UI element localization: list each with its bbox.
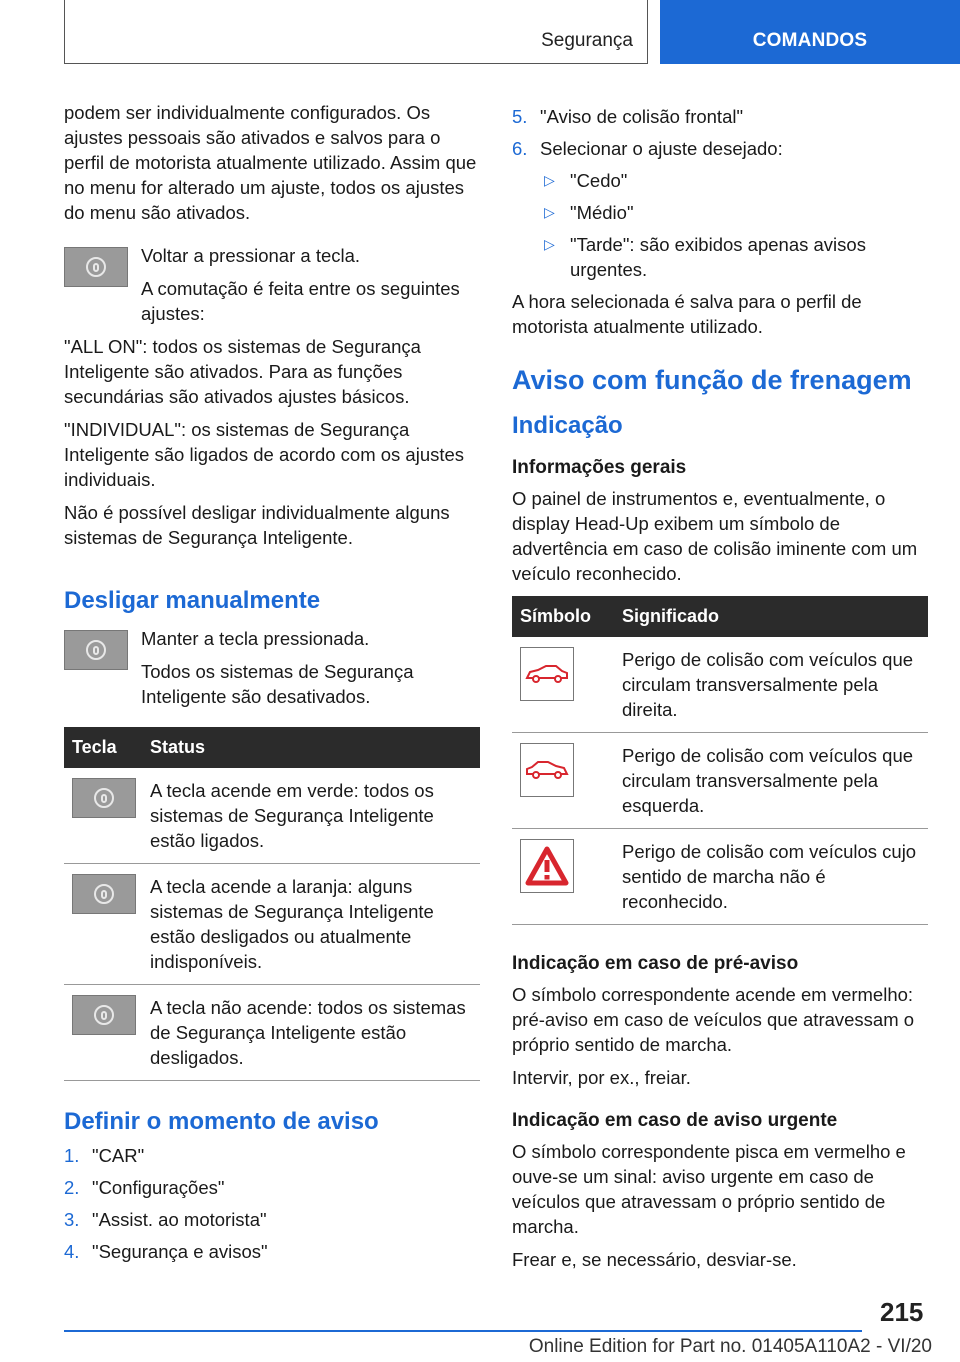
table-header-simbolo: Símbolo [512,596,614,637]
list-item: 4. "Segurança e avisos" [64,1241,268,1262]
footer-rule [64,1330,862,1332]
heading-pre-aviso: Indicação em caso de pré-aviso [512,953,799,974]
intervir-paragraph: Intervir, por ex., freiar. [512,1067,691,1088]
table-cell-significado: Perigo de colisão com veículos que circulam transversalmente pela direita. [614,637,928,733]
info-paragraph: O painel de instrumentos e, eventualmente, o display Head-Up exibem um símbolo de advertência em caso de colisão iminente com um veículo reconhecido. [512,488,918,584]
car-crossing-right-icon [520,647,574,701]
key2-line2: Todos os sistemas de Segurança Inteligente são desativados. [141,661,414,707]
list-item: 5. "Aviso de colisão frontal" [512,106,744,127]
steps-list-left [64,1143,480,1264]
table-header-significado: Significado [614,596,928,637]
key2-line1: Manter a tecla pressionada. [141,628,370,649]
frear-paragraph: Frear e, se necessário, desviar-se. [512,1249,797,1270]
safety-key-orange-icon [72,874,136,914]
urgente-paragraph: O símbolo correspondente pisca em vermelho e ouve-se um sinal: aviso urgente em caso de veículos que atravessam o próprio sentido de marcha. [512,1141,906,1237]
list-item: 1. "CAR" [64,1145,145,1166]
warning-triangle-icon [520,839,574,893]
key-instruction-2 [64,626,480,709]
table-row [64,768,480,864]
intro-paragraph: podem ser individualmente configurados. Os ajustes pessoais são ativados e salvos para o perfil de motorista atualmente utilizado. Assim que no menu for alterado um ajuste, todos os ajustes do menu são ativados. [64,102,477,223]
safety-key-icon [64,630,128,670]
table-cell-status: A tecla acende a laranja: alguns sistemas de Segurança Inteligente estão desligados ou atualmente indisponíveis. [142,864,480,985]
list-item: 3. "Assist. ao motorista" [64,1209,267,1230]
table-cell-significado: Perigo de colisão com veículos cujo sentido de marcha não é reconhecido. [614,829,928,925]
right-column [512,100,928,1280]
heading-aviso-frenagem: Aviso com função de frenagem [512,365,912,395]
pre-aviso-paragraph: O símbolo correspondente acende em vermelho: pré-aviso em caso de veículos que atravessam o próprio sentido de marcha. [512,984,915,1055]
safety-key-off-icon [72,995,136,1035]
table-cell-significado: Perigo de colisão com veículos que circulam transversalmente pela esquerda. [614,733,928,829]
list-item: ▷ "Cedo" [544,170,628,191]
table-header-tecla: Tecla [64,727,142,768]
header-chapter-tab: COMANDOS [660,0,960,64]
key1-line1: Voltar a pressionar a tecla. [141,245,361,266]
heading-aviso-urgente: Indicação em caso de aviso urgente [512,1110,838,1131]
table-row [64,864,480,985]
nao-paragraph: Não é possível desligar individualmente alguns sistemas de Segurança Inteligente. [64,502,450,548]
list-item: ▷ "Médio" [544,202,634,223]
header-section-box [64,0,648,64]
table-header-status: Status [142,727,480,768]
table-row [64,985,480,1081]
symbol-table [512,596,928,925]
footer-edition: Online Edition for Part no. 01405A110A2 - VI/20 [528,1336,932,1357]
header-section-title: Segurança [541,30,633,51]
table-row [512,637,928,733]
table-cell-status: A tecla não acende: todos os sistemas de Segurança Inteligente estão desligados. [142,985,480,1081]
key-instruction-1 [64,243,480,326]
heading-info-gerais: Informações gerais [512,457,687,478]
safety-key-green-icon [72,778,136,818]
table-row [512,733,928,829]
table-row [512,829,928,925]
allon-paragraph: "ALL ON": todos os sistemas de Segurança Inteligente são ativados. Para as funções secundárias são ativados ajustes básicos. [64,336,421,407]
hora-paragraph: A hora selecionada é salva para o perfil de motorista atualmente utilizado. [512,291,862,337]
heading-desligar: Desligar manualmente [64,587,321,614]
left-column [64,100,480,1271]
list-item: ▷ "Tarde": são exibidos apenas avisos urgentes. [544,234,866,280]
heading-definir: Definir o momento de aviso [64,1108,379,1135]
list-item: 6. Selecionar o ajuste desejado: [512,138,783,159]
key1-line2: A comutação é feita entre os seguintes ajustes: [141,278,460,324]
steps-list-right [512,104,928,161]
safety-key-icon [64,247,128,287]
options-list [512,168,928,282]
individual-paragraph: "INDIVIDUAL": os sistemas de Segurança Inteligente são ligados de acordo com os ajustes individuais. [64,419,465,490]
key-status-table [64,727,480,1081]
car-crossing-left-icon [520,743,574,797]
page-number: 215 [880,1297,924,1327]
heading-indicacao: Indicação [512,412,623,439]
table-cell-status: A tecla acende em verde: todos os sistemas de Segurança Inteligente estão ligados. [142,768,480,864]
list-item: 2. "Configurações" [64,1177,225,1198]
